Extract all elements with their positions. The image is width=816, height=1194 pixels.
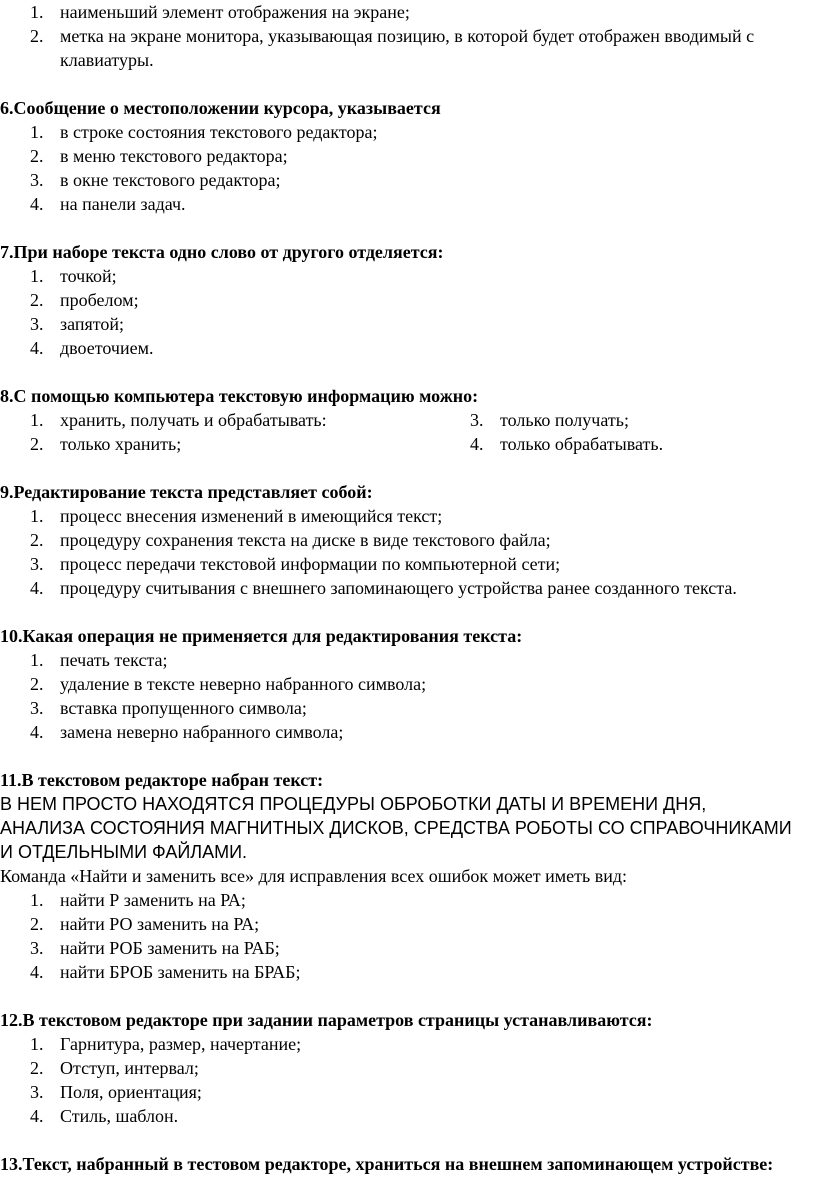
list-item: 3. найти РОБ заменить на РАБ; bbox=[30, 938, 280, 958]
question-12-title: 12.В текстовом редакторе при задании параметров страницы устанавливаются: bbox=[0, 1010, 653, 1030]
question-11-prompt: Команда «Найти и заменить все» для исправления всех ошибок может иметь вид: bbox=[0, 866, 628, 886]
question-11-sample-text: В НЕМ ПРОСТО НАХОДЯТСЯ ПРОЦЕДУРЫ ОБРОБОТКИ ДАТЫ И ВРЕМЕНИ ДНЯ, АНАЛИЗА СОСТОЯНИЯ МАГНИТНЫХ ДИСКОВ, СРЕДСТВА РОБОТЫ СО СПРАВОЧНИКАМИ И ОТДЕЛЬНЫМИ ФАЙЛАМИ. bbox=[0, 794, 792, 862]
list-item: 2. только хранить; bbox=[30, 434, 182, 454]
list-item: 1. в строке состояния текстового редактора; bbox=[30, 122, 378, 142]
list-item: 1. хранить, получать и обрабатывать: bbox=[30, 410, 327, 430]
options-right-column bbox=[440, 408, 800, 456]
list-item: 4. только обрабатывать. bbox=[470, 434, 664, 454]
question-8-options bbox=[0, 408, 816, 456]
question-9-title: 9.Редактирование текста представляет собой: bbox=[0, 482, 373, 502]
list-item: 1. найти Р заменить на РА; bbox=[30, 890, 246, 910]
list-item: 2. Отступ, интервал; bbox=[30, 1058, 199, 1078]
list-item: 3. процесс передачи текстовой информации по компьютерной сети; bbox=[30, 554, 561, 574]
question-6-title: 6.Сообщение о местоположении курсора, указывается bbox=[0, 98, 441, 118]
question-11-options bbox=[0, 888, 816, 984]
list-item: 4. на панели задач. bbox=[30, 194, 186, 214]
question-12-options bbox=[0, 1032, 816, 1128]
list-item: 3. запятой; bbox=[30, 314, 125, 334]
list-item: 1. процесс внесения изменений в имеющийся текст; bbox=[30, 506, 443, 526]
list-item: 4. процедуру считывания с внешнего запоминающего устройства ранее созданного текста. bbox=[30, 578, 737, 598]
question-9-options bbox=[0, 504, 816, 600]
question-13-title: 13.Текст, набранный в тестовом редакторе, храниться на внешнем запоминающем устройстве: bbox=[0, 1154, 774, 1174]
list-item: 2. процедуру сохранения текста на диске в виде текстового файла; bbox=[30, 530, 551, 550]
list-item: 2. пробелом; bbox=[30, 290, 139, 310]
intro-list bbox=[0, 0, 816, 72]
list-item: 4. Стиль, шаблон. bbox=[30, 1106, 179, 1126]
question-7-title: 7.При наборе текста одно слово от другого отделяется: bbox=[0, 242, 444, 262]
list-item: 2. в меню текстового редактора; bbox=[30, 146, 288, 166]
question-7-options bbox=[0, 264, 816, 360]
list-item: 4. замена неверно набранного символа; bbox=[30, 722, 344, 742]
list-item: 3. в окне текстового редактора; bbox=[30, 170, 281, 190]
list-item: 2. удаление в тексте неверно набранного символа; bbox=[30, 674, 427, 694]
question-6-options bbox=[0, 120, 816, 216]
list-item: 2. метка на экране монитора, указывающая позицию, в которой будет отображен вводимый с клавиатуры. bbox=[30, 26, 755, 70]
list-item: 4. найти БРОБ заменить на БРАБ; bbox=[30, 962, 301, 982]
question-10-title: 10.Какая операция не применяется для редактирования текста: bbox=[0, 626, 523, 646]
question-10-options bbox=[0, 648, 816, 744]
list-item: 1. Гарнитура, размер, начертание; bbox=[30, 1034, 302, 1054]
list-item: 1. печать текста; bbox=[30, 650, 168, 670]
list-item: 2. найти РО заменить на РА; bbox=[30, 914, 260, 934]
options-left-column bbox=[0, 408, 440, 456]
list-item: 4. двоеточием. bbox=[30, 338, 154, 358]
list-item: 3. только получать; bbox=[470, 410, 629, 430]
list-item: 3. Поля, ориентация; bbox=[30, 1082, 202, 1102]
question-8-title: 8.С помощью компьютера текстовую информацию можно: bbox=[0, 386, 479, 406]
question-11-title: 11.В текстовом редакторе набран текст: bbox=[0, 770, 324, 790]
list-item: 1. точкой; bbox=[30, 266, 117, 286]
list-item: 1. наименьший элемент отображения на экране; bbox=[30, 2, 410, 22]
list-item: 3. вставка пропущенного символа; bbox=[30, 698, 307, 718]
